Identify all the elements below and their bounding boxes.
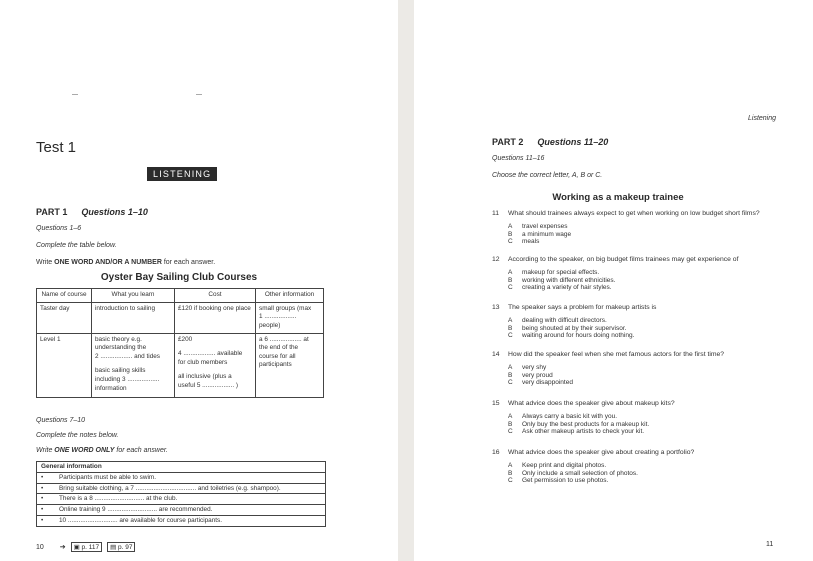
question-number: 11	[492, 210, 500, 217]
option-text: working with different ethnicities.	[522, 276, 616, 284]
audio-reference: ▣ p. 117	[71, 542, 103, 552]
answer-gap-4: 4 .................. available	[178, 350, 243, 358]
part-label: PART 1	[36, 207, 68, 217]
answer-option	[508, 372, 553, 380]
question-text: According to the speaker, on big budget films trainees may get experience of	[508, 256, 739, 263]
header-name: Name of course	[37, 289, 92, 303]
answer-gap-5: useful 5 .................. )	[178, 382, 239, 390]
header-cost: Cost	[175, 289, 256, 303]
option-text: Keep print and digital photos.	[522, 462, 607, 469]
answer-option	[508, 470, 638, 478]
option-text: waiting around for hours doing nothing.	[522, 332, 635, 340]
note-item: • There is a 8 ............................ at the club.	[37, 493, 325, 504]
notes-header: General information	[41, 463, 102, 470]
answer-option	[508, 462, 606, 470]
answer-option	[508, 269, 599, 277]
option-letter: B	[508, 276, 513, 284]
questions-range: Questions 11–16	[492, 155, 545, 162]
scan-mark	[196, 94, 202, 95]
note-item: • Online training 9 ............................ are recommended.	[37, 504, 325, 515]
answer-option	[508, 364, 546, 372]
part-heading	[492, 137, 608, 147]
answer-option	[508, 284, 612, 292]
option-letter: C	[508, 379, 513, 387]
option-letter: A	[508, 269, 513, 276]
option-letter: B	[508, 230, 513, 238]
option-text: very shy	[522, 364, 547, 371]
instruction: Choose the correct letter, A, B or C.	[492, 172, 603, 179]
answer-option	[508, 277, 615, 285]
option-text: very proud	[522, 371, 553, 379]
table-title: Oyster Bay Sailing Club Courses	[100, 272, 258, 283]
option-text: Only buy the best products for a makeup kit.	[522, 420, 650, 428]
answer-option	[508, 231, 571, 239]
answer-option	[508, 325, 626, 333]
option-text: Get permission to use photos.	[522, 477, 609, 485]
section-badge: LISTENING	[147, 167, 217, 181]
option-text: dealing with difficult directors.	[522, 317, 607, 324]
question-number: 12	[492, 256, 500, 263]
table-row: Taster day introduction to sailing £120 if booking one place small groups (max 1 .................. people)	[37, 302, 324, 333]
option-text: meals	[522, 238, 540, 246]
option-text: makeup for special effects.	[522, 269, 600, 276]
question-number: 14	[492, 351, 500, 358]
test-title: Test 1	[36, 139, 77, 156]
option-letter: A	[508, 223, 513, 230]
option-letter: A	[508, 317, 513, 324]
question-text: What advice does the speaker give about creating a portfolio?	[508, 449, 695, 456]
question-13	[492, 304, 656, 311]
note-item: • Participants must be able to swim.	[37, 472, 325, 483]
question-text: How did the speaker feel when she met famous actors for the first time?	[508, 351, 725, 358]
option-letter: A	[508, 413, 513, 420]
page-number: 11	[766, 541, 774, 548]
option-letter: C	[508, 284, 513, 292]
option-text: a minimum wage	[522, 230, 572, 238]
answer-option	[508, 238, 539, 246]
table-row: Level 1 basic theory e.g. understanding the 2 .................. and tides basic sailing skills including 3 .................. information £200 4 .................. available for club members all inclusive (plus a useful 5 .................. ) a 6 .................. at the end of the course for all participants	[37, 333, 324, 397]
questions-range: Questions 1–6	[36, 225, 82, 232]
answer-option	[508, 223, 568, 231]
questions-range: Questions 7–10	[36, 417, 86, 424]
scan-mark	[72, 94, 78, 95]
question-15	[492, 400, 675, 407]
question-12	[492, 256, 738, 263]
header-learn: What you learn	[92, 289, 175, 303]
question-text: What advice does the speaker give about makeup kits?	[508, 400, 675, 407]
option-letter: C	[508, 332, 513, 340]
right-page	[414, 0, 813, 561]
note-item: • Bring suitable clothing, a 7 .................................. and toiletries (e.g. shampoo).	[37, 483, 325, 494]
answer-option	[508, 332, 634, 340]
word-limit: Write ONE WORD ONLY for each answer.	[36, 447, 168, 454]
option-letter: C	[508, 238, 513, 246]
option-letter: B	[508, 469, 513, 477]
arrow-icon: ➔	[59, 544, 66, 551]
answer-gap-1: 1 ..................	[259, 313, 297, 321]
page-number: 10	[36, 544, 44, 551]
option-text: Only include a small selection of photos.	[522, 469, 638, 477]
option-text: travel expenses	[522, 223, 568, 230]
option-letter: B	[508, 420, 513, 428]
running-header: Listening	[748, 115, 777, 122]
option-text: Ask other makeup artists to check your kit.	[522, 428, 645, 436]
page-footer	[36, 542, 135, 552]
question-16	[492, 449, 694, 456]
answer-option	[508, 379, 573, 387]
option-letter: A	[508, 462, 513, 469]
answer-gap-2: 2 .................. and tides	[95, 352, 161, 360]
answer-option	[508, 428, 644, 436]
table-header-row	[37, 289, 324, 303]
part-questions: Questions 1–10	[81, 207, 148, 217]
answer-option	[508, 477, 608, 485]
header-other: Other information	[256, 289, 324, 303]
answer-gap-6: a 6 .................. at	[259, 335, 309, 343]
option-text: creating a variety of hair styles.	[522, 284, 612, 292]
page-gutter	[398, 0, 414, 561]
option-text: being shouted at by their supervisor.	[522, 324, 627, 332]
question-14	[492, 351, 724, 358]
question-number: 15	[492, 400, 500, 407]
courses-table	[36, 288, 324, 398]
option-letter: B	[508, 371, 513, 379]
answer-option	[508, 413, 617, 421]
word-limit: Write ONE WORD AND/OR A NUMBER for each answer.	[36, 259, 216, 266]
left-page	[0, 0, 398, 561]
instruction-notes: Complete the notes below.	[36, 432, 119, 439]
part-heading	[36, 207, 148, 217]
option-text: Always carry a basic kit with you.	[522, 413, 618, 420]
instruction-table: Complete the table below.	[36, 242, 117, 249]
question-text: What should trainees always expect to get when working on low budget short films?	[508, 210, 760, 217]
option-letter: C	[508, 428, 513, 436]
notes-box	[36, 461, 326, 527]
part-questions: Questions 11–20	[537, 137, 609, 147]
option-text: very disappointed	[522, 379, 573, 387]
answer-gap-3: including 3 ..................	[95, 376, 160, 384]
question-number: 16	[492, 449, 500, 456]
option-letter: C	[508, 477, 513, 485]
question-text: The speaker says a problem for makeup artists is	[508, 304, 657, 311]
answer-reference: ▤ p. 97	[107, 542, 135, 552]
option-letter: A	[508, 364, 513, 371]
answer-option	[508, 317, 607, 325]
note-item: • 10 ............................ are available for course participants.	[37, 515, 325, 526]
section-title: Working as a makeup trainee	[552, 192, 684, 203]
option-letter: B	[508, 324, 513, 332]
question-number: 13	[492, 304, 500, 311]
question-11	[492, 210, 760, 217]
answer-option	[508, 421, 649, 429]
part-label: PART 2	[492, 137, 524, 147]
